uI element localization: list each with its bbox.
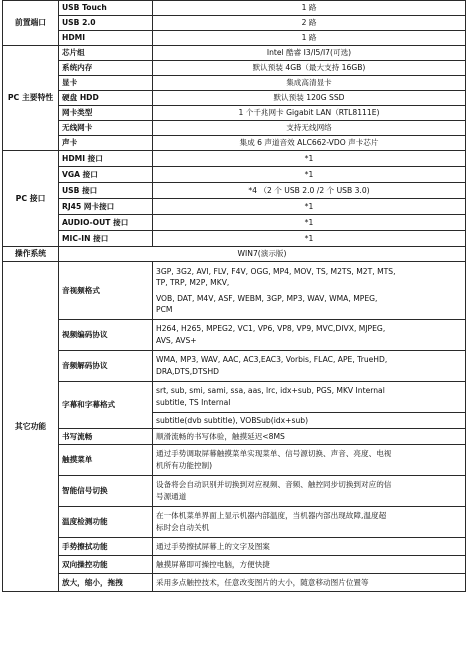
table-row bbox=[3, 444, 466, 475]
row-label: 音频解码协议 bbox=[59, 350, 153, 381]
row-label: 放大，缩小，拖拽 bbox=[59, 573, 153, 591]
table-row bbox=[3, 16, 466, 31]
table-row bbox=[3, 231, 466, 247]
table-row bbox=[3, 381, 466, 412]
table-row bbox=[3, 350, 466, 381]
text-line: 机所有功能控制) bbox=[156, 461, 213, 471]
row-label: 字幕和字幕格式 bbox=[59, 381, 153, 428]
row-value bbox=[153, 444, 466, 475]
text-line: 设备将会自动识别并切换到对应视频、音频、触控同步切换到对应的信 bbox=[156, 479, 392, 489]
row-value: *1 bbox=[153, 167, 466, 183]
row-value bbox=[153, 381, 466, 412]
row-label: HDMI bbox=[59, 31, 153, 46]
table-row bbox=[3, 121, 466, 136]
table-row bbox=[3, 573, 466, 591]
row-value: 触摸屏幕即可操控电脑，方便快捷 bbox=[153, 555, 466, 573]
row-label: 无线网卡 bbox=[59, 121, 153, 136]
row-label: 显卡 bbox=[59, 76, 153, 91]
row-label: RJ45 网卡接口 bbox=[59, 199, 153, 215]
text-line: VOB, DAT, M4V, ASF, WEBM, 3GP, MP3, WAV, WMA, MPEG, bbox=[156, 293, 378, 303]
row-label: 系统内存 bbox=[59, 61, 153, 76]
text-line: 3GP, 3G2, AVI, FLV, F4V, OGG, MP4, MOV, TS, M2TS, M2T, MTS, bbox=[156, 267, 396, 276]
table-row bbox=[3, 61, 466, 76]
row-value: 采用多点触控技术，任意改变图片的大小，随意移动图片位置等 bbox=[153, 573, 466, 591]
text-line: DRA,DTS,DTSHD bbox=[156, 367, 220, 377]
row-value: 集成高清显卡 bbox=[153, 76, 466, 91]
table-row bbox=[3, 199, 466, 215]
table-row bbox=[3, 506, 466, 537]
text-line: H264, H265, MPEG2, VC1, VP6, VP8, VP9, MVC,DIVX, MJPEG, bbox=[156, 323, 386, 333]
section-other-title: 其它功能 bbox=[3, 262, 59, 592]
table-row bbox=[3, 215, 466, 231]
table-row bbox=[3, 555, 466, 573]
table-row bbox=[3, 262, 466, 320]
table-row bbox=[3, 247, 466, 262]
row-value bbox=[153, 262, 466, 320]
section-os-title: 操作系统 bbox=[3, 247, 59, 262]
row-label: VGA 接口 bbox=[59, 167, 153, 183]
row-value: *1 bbox=[153, 231, 466, 247]
text-line: 通过手势调取屏幕触摸菜单实现菜单、信号源切换、声音、亮度、电视 bbox=[156, 448, 392, 458]
row-label: MIC-IN 接口 bbox=[59, 231, 153, 247]
row-value: 1 路 bbox=[153, 31, 466, 46]
section-pc-main-title: PC 主要特性 bbox=[3, 46, 59, 151]
spec-table bbox=[2, 0, 466, 592]
os-value: WIN7(演示版) bbox=[59, 247, 466, 262]
table-row bbox=[3, 428, 466, 444]
row-value bbox=[153, 350, 466, 381]
row-value: 集成 6 声道音效 ALC662-VDO 声卡芯片 bbox=[153, 136, 466, 151]
table-row bbox=[3, 167, 466, 183]
row-value: subtitle(dvb subtitle), VOBSub(idx+sub) bbox=[153, 412, 466, 428]
row-label: 智能信号切换 bbox=[59, 475, 153, 506]
row-value bbox=[153, 506, 466, 537]
row-label: 声卡 bbox=[59, 136, 153, 151]
text-line: TP, TRP, M2P, MKV, bbox=[156, 278, 230, 288]
table-row bbox=[3, 537, 466, 555]
row-value: *1 bbox=[153, 151, 466, 167]
row-value bbox=[153, 319, 466, 350]
row-value: *4 （2 个 USB 2.0 /2 个 USB 3.0) bbox=[153, 183, 466, 199]
row-label: 双向操控功能 bbox=[59, 555, 153, 573]
table-row bbox=[3, 319, 466, 350]
row-value: 顺滑流畅的书写体验，触摸延迟<8MS bbox=[153, 428, 466, 444]
table-row bbox=[3, 151, 466, 167]
row-label: 温度检测功能 bbox=[59, 506, 153, 537]
row-label: 手势擦拭功能 bbox=[59, 537, 153, 555]
section-pc-ports-title: PC 接口 bbox=[3, 151, 59, 247]
table-row bbox=[3, 106, 466, 121]
table-row bbox=[3, 76, 466, 91]
text-line: WMA, MP3, WAV, AAC, AC3,EAC3, Vorbis, FLAC, APE, TrueHD, bbox=[156, 354, 388, 364]
row-value: 2 路 bbox=[153, 16, 466, 31]
row-label: 音视频格式 bbox=[59, 262, 153, 320]
row-value: 1 个千兆网卡 Gigabit LAN（RTL8111E) bbox=[153, 106, 466, 121]
row-value bbox=[153, 475, 466, 506]
row-label: 硬盘 HDD bbox=[59, 91, 153, 106]
row-value: Intel 酷睿 I3/I5/I7(可选) bbox=[153, 46, 466, 61]
row-value: 1 路 bbox=[153, 1, 466, 16]
row-value: 支持无线网络 bbox=[153, 121, 466, 136]
row-label: 网卡类型 bbox=[59, 106, 153, 121]
text-line: subtitle, TS Internal bbox=[156, 398, 231, 408]
row-label: USB 接口 bbox=[59, 183, 153, 199]
text-line: 号源通道 bbox=[156, 492, 187, 502]
row-value: *1 bbox=[153, 215, 466, 231]
text-line: PCM bbox=[156, 305, 173, 315]
row-label: HDMI 接口 bbox=[59, 151, 153, 167]
table-row bbox=[3, 475, 466, 506]
text-line: AVS, AVS+ bbox=[156, 336, 197, 346]
row-label: 芯片组 bbox=[59, 46, 153, 61]
table-row bbox=[3, 1, 466, 16]
row-label: 书写流畅 bbox=[59, 428, 153, 444]
section-front-ports-title: 前置端口 bbox=[3, 1, 59, 46]
table-row bbox=[3, 183, 466, 199]
text-line: 标时会自动关机 bbox=[156, 523, 210, 533]
row-label: AUDIO-OUT 接口 bbox=[59, 215, 153, 231]
row-label: USB 2.0 bbox=[59, 16, 153, 31]
text-line: srt, sub, smi, sami, ssa, aas, lrc, idx+sub, PGS, MKV Internal bbox=[156, 385, 385, 395]
row-label: 触摸菜单 bbox=[59, 444, 153, 475]
row-value: 默认预装 120G SSD bbox=[153, 91, 466, 106]
row-value: 默认预装 4GB（最大支持 16GB) bbox=[153, 61, 466, 76]
row-value: *1 bbox=[153, 199, 466, 215]
table-row bbox=[3, 136, 466, 151]
table-row bbox=[3, 46, 466, 61]
text-line: 在一体机菜单界面上显示机器内部温度，当机器内部出现故障,温度超 bbox=[156, 510, 387, 520]
table-row bbox=[3, 31, 466, 46]
row-label: 视频编码协议 bbox=[59, 319, 153, 350]
table-row bbox=[3, 91, 466, 106]
row-label: USB Touch bbox=[59, 1, 153, 16]
row-value: 通过手势擦拭屏幕上的文字及图案 bbox=[153, 537, 466, 555]
